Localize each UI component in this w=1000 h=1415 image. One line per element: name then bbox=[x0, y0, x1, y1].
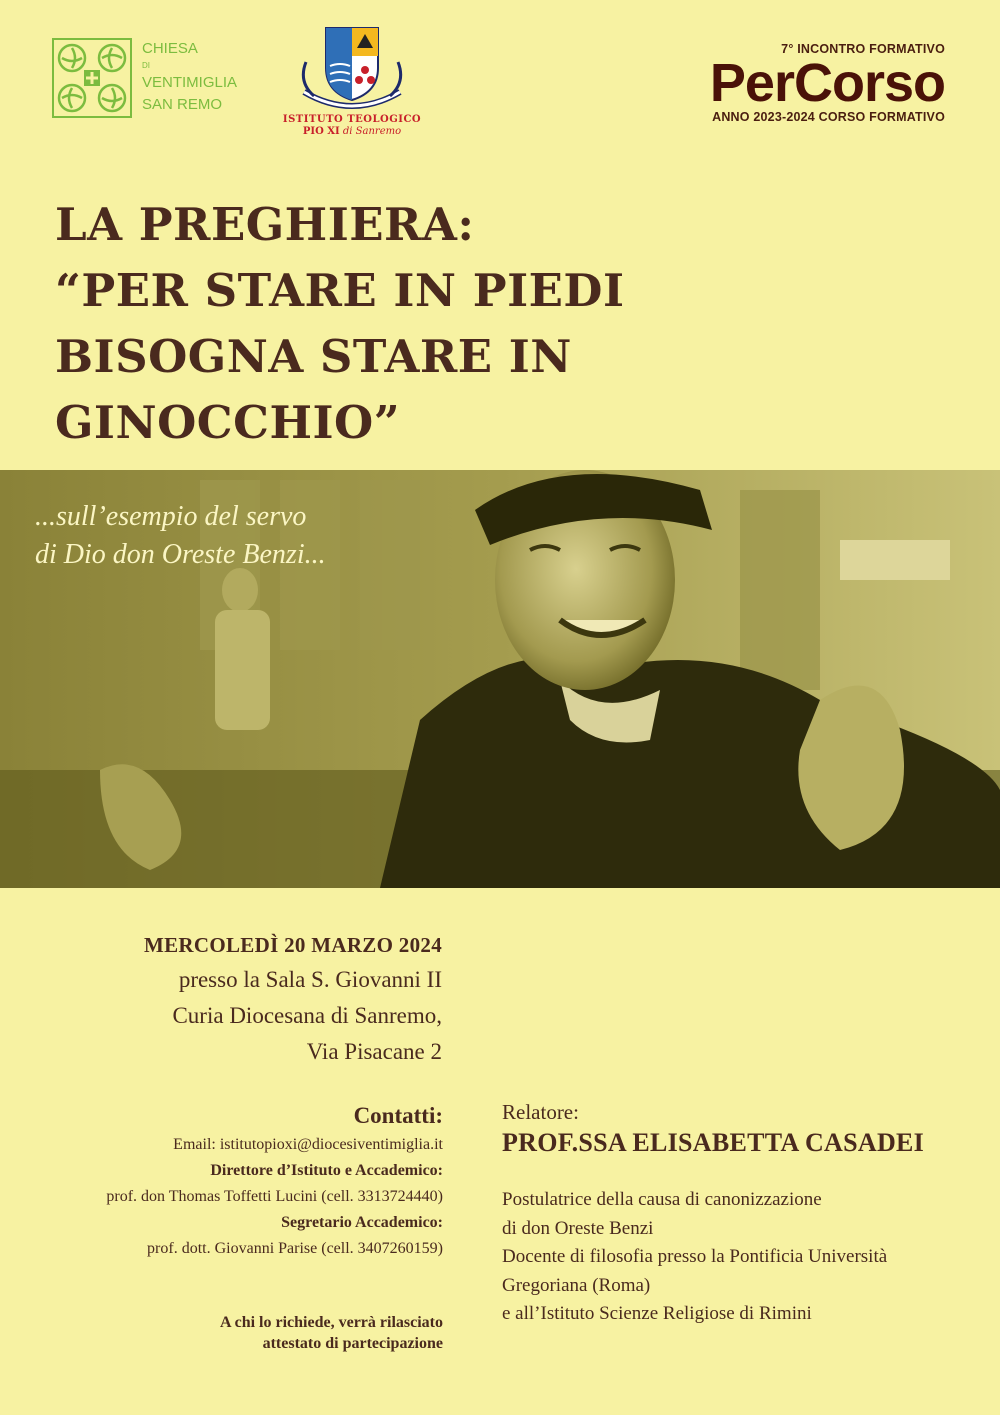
diocese-logo bbox=[52, 38, 242, 128]
speaker-block bbox=[502, 1098, 972, 1329]
secretary-contact: prof. dott. Giovanni Parise (cell. 3407260159) bbox=[147, 1240, 443, 1257]
institute-subtitle bbox=[282, 126, 422, 138]
note-line2: attestato di partecipazione bbox=[262, 1335, 443, 1352]
speaker-bio-line: Postulatrice della causa di canonizzazione bbox=[502, 1189, 822, 1210]
title-line1: LA PREGHIERA: bbox=[55, 198, 475, 251]
brand-title: PerCorso bbox=[709, 53, 945, 113]
main-title bbox=[55, 192, 755, 456]
speaker-bio bbox=[502, 1186, 972, 1329]
photo-band bbox=[0, 470, 1000, 888]
title-line3: BISOGNA STARE IN bbox=[55, 330, 572, 383]
event-date: MERCOLEDÌ 20 MARZO 2024 bbox=[144, 933, 442, 957]
speaker-bio-line: Docente di filosofia presso la Pontificia Università bbox=[502, 1246, 888, 1267]
event-curia: Curia Diocesana di Sanremo, bbox=[172, 1003, 442, 1028]
certificate-note bbox=[23, 1312, 443, 1354]
institute-sub-place: di Sanremo bbox=[342, 126, 402, 137]
speaker-name: PROF.SSA ELISABETTA CASADEI bbox=[502, 1128, 925, 1157]
event-address: Via Pisacane 2 bbox=[306, 1039, 442, 1064]
event-venue: presso la Sala S. Giovanni II bbox=[178, 967, 442, 992]
institute-logo bbox=[282, 22, 422, 144]
note-line1: A chi lo richiede, verrà rilasciato bbox=[219, 1314, 443, 1331]
speaker-bio-line: e all’Istituto Scienze Religiose di Rimini bbox=[502, 1303, 812, 1324]
diocese-name bbox=[142, 38, 237, 116]
institute-name: ISTITUTO TEOLOGICO bbox=[282, 114, 422, 125]
event-info bbox=[22, 928, 442, 1070]
caption-line2: di Dio don Oreste Benzi... bbox=[35, 539, 326, 570]
secretary-label: Segretario Accademico: bbox=[281, 1214, 443, 1231]
diocese-line4: SAN REMO bbox=[142, 96, 223, 113]
brand-kicker: 7° INCONTRO FORMATIVO bbox=[781, 42, 945, 56]
diocese-line2: DI bbox=[142, 61, 150, 70]
caption-line1: ...sull’esempio del servo bbox=[35, 501, 307, 532]
photo-caption bbox=[35, 498, 326, 574]
director-contact: prof. don Thomas Toffetti Lucini (cell. 3313724440) bbox=[106, 1188, 443, 1205]
brand-block bbox=[665, 42, 945, 124]
speaker-bio-line: Gregoriana (Roma) bbox=[502, 1274, 651, 1296]
speaker-bio-line: di don Oreste Benzi bbox=[502, 1217, 654, 1239]
speaker-label: Relatore: bbox=[502, 1100, 579, 1124]
institute-crest-icon bbox=[296, 22, 408, 114]
director-label: Direttore d’Istituto e Accademico: bbox=[210, 1162, 443, 1179]
contacts-block bbox=[3, 1100, 443, 1262]
diocese-line1: CHIESA bbox=[142, 40, 198, 57]
diocese-emblem-icon bbox=[52, 38, 132, 118]
contact-email[interactable]: Email: istitutopioxi@diocesiventimiglia.it bbox=[173, 1136, 443, 1153]
contacts-title: Contatti: bbox=[353, 1103, 443, 1128]
brand-year: ANNO 2023-2024 CORSO FORMATIVO bbox=[712, 110, 945, 124]
title-line4: GINOCCHIO” bbox=[55, 396, 401, 449]
institute-sub-prefix: PIO XI bbox=[302, 126, 340, 137]
title-line2: “PER STARE IN PIEDI bbox=[55, 264, 625, 317]
diocese-line3: VENTIMIGLIA bbox=[142, 74, 238, 91]
